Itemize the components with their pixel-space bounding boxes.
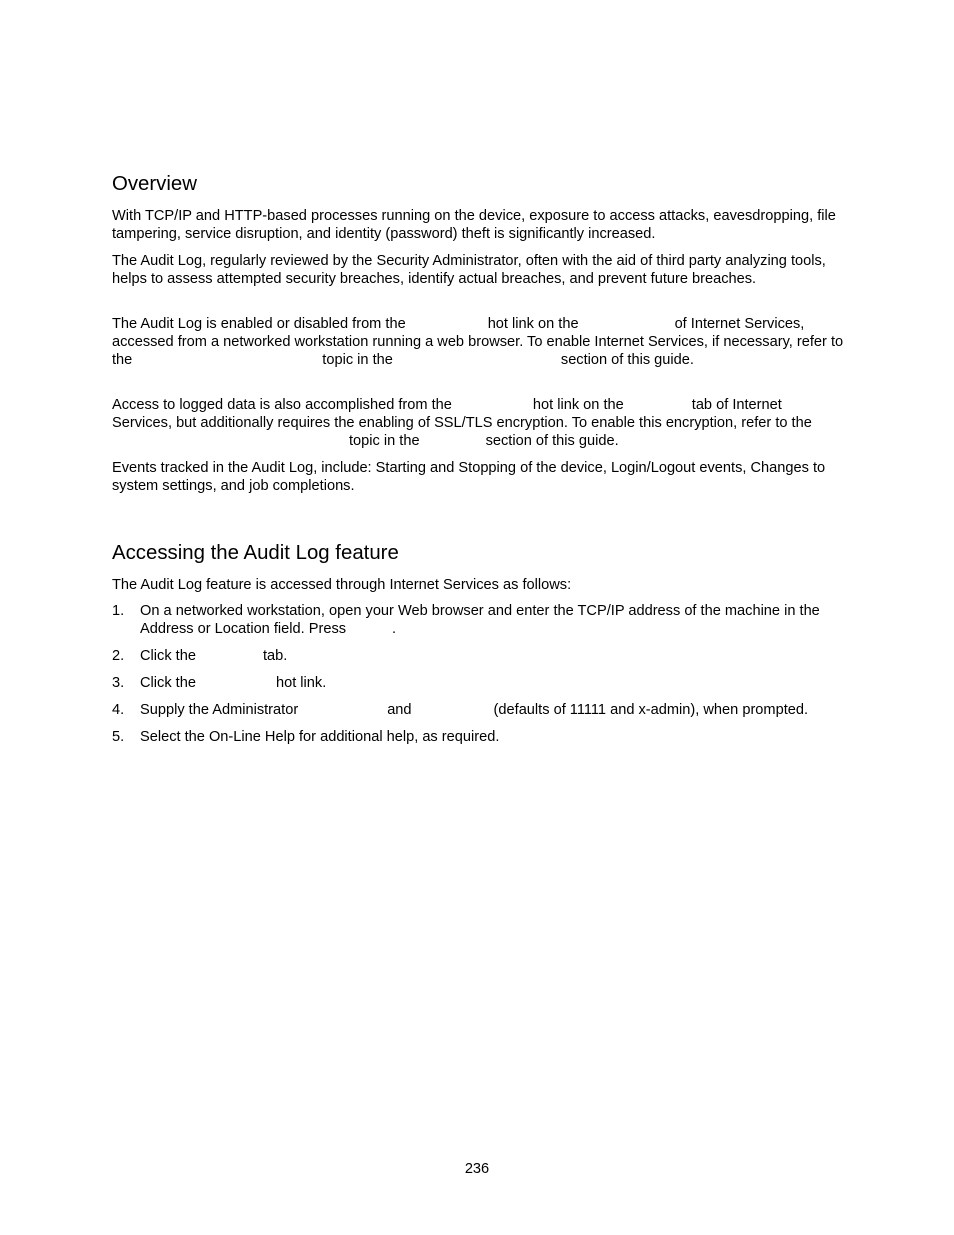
list-item	[112, 674, 844, 692]
overview-paragraph-2-text: The Audit Log, regularly reviewed by the Security Administrator, often with the aid of third party analyzing tools, helps to assess attempted security breaches, identify actual breaches, and prevent future breaches.	[112, 253, 826, 287]
overview-paragraph-1: With TCP/IP and HTTP-based processes running on the device, exposure to access attacks, eavesdropping, file tampering, service disruption, and identity (password) theft is significantly increased.	[112, 208, 836, 242]
p4-text-a: Access to logged data is also accomplished from the	[112, 397, 452, 413]
overview-paragraph-5: Events tracked in the Audit Log, include: Starting and Stopping of the device, Login/Logout events, Changes to system settings, and job completions.	[112, 460, 826, 494]
step-text-end: hot link.	[275, 675, 327, 691]
step-number: 2.	[112, 648, 125, 664]
overview-heading: Overview	[112, 173, 197, 195]
accessing-intro: The Audit Log feature is accessed through Internet Services as follows:	[112, 577, 572, 593]
accessing-heading: Accessing the Audit Log feature	[112, 542, 399, 564]
step-text: Click the	[140, 675, 196, 691]
overview-paragraph-3	[112, 315, 844, 369]
step-text: Select the On-Line Help for additional help, as required.	[140, 729, 500, 745]
list-item	[112, 701, 844, 719]
step-text-mid: and	[387, 702, 412, 718]
p4-text-e: section of this guide.	[485, 433, 619, 449]
step-number: 1.	[112, 603, 125, 619]
p3-text-d: topic in the	[322, 352, 393, 368]
p4-text-c: tab of Internet Services, but additionally requires the enabling of SSL/TLS encryption. To enable this encryption, refer to the	[112, 397, 812, 431]
step-text: Supply the Administrator	[140, 702, 299, 718]
step-number: 3.	[112, 675, 125, 691]
p4-text-b: hot link on the	[532, 397, 624, 413]
step-text-end: tab.	[262, 648, 288, 664]
list-item	[112, 728, 844, 746]
p3-text-b: hot link on the	[487, 316, 579, 332]
p3-text-a: The Audit Log is enabled or disabled from the	[112, 316, 406, 332]
step-number: 4.	[112, 702, 125, 718]
step-text-end: (defaults of 11111 and x-admin), when prompted.	[493, 702, 809, 718]
page-number: 236	[464, 1161, 490, 1177]
step-text-end: .	[392, 621, 397, 637]
list-item	[112, 602, 844, 638]
step-number: 5.	[112, 729, 125, 745]
overview-paragraph-2	[112, 252, 844, 288]
list-item	[112, 647, 844, 665]
p4-text-d: topic in the	[349, 433, 420, 449]
p3-text-c: of Internet Services, accessed from a networked workstation running a web browser. To enable Internet Services, if necessary, refer to the	[112, 316, 844, 368]
overview-paragraph-4	[112, 396, 844, 450]
p3-text-e: section of this guide.	[560, 352, 694, 368]
step-text: Click the	[140, 648, 196, 664]
step-text: On a networked workstation, open your Web browser and enter the TCP/IP address of the machine in the Address or Location field. Press	[140, 603, 820, 637]
steps-list	[112, 602, 844, 755]
